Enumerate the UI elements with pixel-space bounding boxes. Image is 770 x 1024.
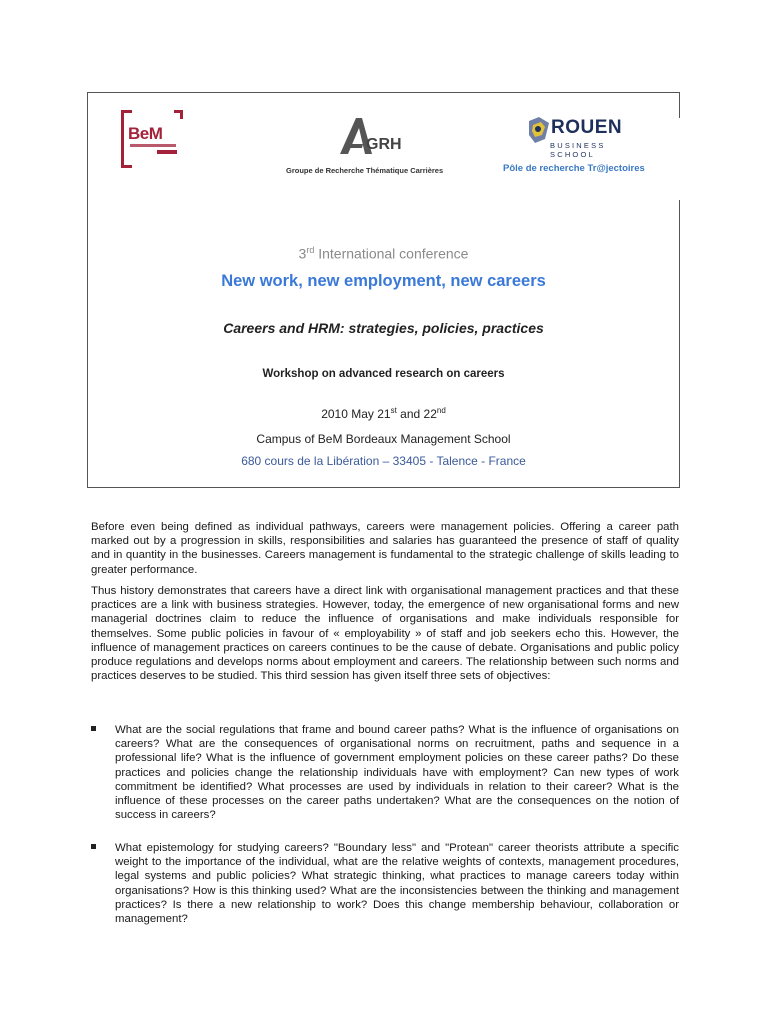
bem-logo-tagline	[130, 144, 176, 147]
conference-venue: Campus of BeM Bordeaux Management School	[256, 432, 511, 446]
workshop-title: Workshop on advanced research on careers	[262, 368, 505, 380]
square-bullet-icon	[91, 844, 96, 849]
conference-address: 680 cours de la Libération – 33405 - Talence - France	[241, 454, 526, 468]
rouen-caption: Pôle de recherche Tr@jectoires	[503, 163, 645, 174]
rouen-logo-subtitle: BUSINESS SCHOOL	[550, 141, 606, 159]
context-paragraph: Thus history demonstrates that careers have a direct link with organisational management practices and that these practices are a link with business strategies. However, today, the emergence of new organisational forms and new managerial doctrines claim to reduce the influence of organisations and make individuals responsible for themselves. Some public policies in favour of « employability » of staff and job seekers echo this. However, the influence of management practices on careers continues to be the cause of debate. Organisations and public policy produce regulations and develops norms about employment and careers. The relationship between such norms and practices deserves to be studied. This third session has given itself three sets of objectives:	[91, 585, 679, 683]
agrh-logo-word: GRH	[366, 136, 402, 153]
conference-subtitle: Careers and HRM: strategies, policies, practices	[223, 320, 544, 336]
rouen-logo	[527, 117, 635, 159]
rouen-logo-word: ROUEN	[551, 117, 623, 138]
bem-logo-bracket-right	[174, 110, 183, 119]
date-part-2: and 22	[396, 407, 437, 421]
edition-number: 3	[298, 245, 307, 262]
date-part-1: 2010 May 21	[321, 407, 391, 421]
intro-paragraph: Before even being defined as individual pathways, careers were management policies. Offering a career path marked out by a progression in skills, responsibilities and salaries has guaranteed the presence of staff of quality and in quantity in the businesses. Careers management is fundamental to the strategic challenge of skills leading to greater performance.	[91, 521, 679, 576]
agrh-caption: Groupe de Recherche Thématique Carrières	[286, 166, 444, 175]
date-suffix-2: nd	[436, 406, 446, 415]
objective-text: What are the social regulations that frame and bound career paths? What is the influence of organisations on careers? What are the consequences of organisational norms on recruitment, paths and sequence in a professional life? What is the influence of government employment policies on these career paths? Do these practices and policies change the relationship individuals have with employment? Can new types of work commitment be identified? What processes are used by individuals in relation to their career? What is the influence of these processes on the career paths undertaken? What are the consequences on the notion of success in careers?	[115, 724, 679, 822]
rouen-logo-emblem	[527, 117, 551, 143]
edition-suffix: rd	[306, 245, 315, 255]
agrh-logo	[338, 116, 408, 160]
objective-text: What epistemology for studying careers? "Boundary less" and "Protean" career theorists attribute a specific weight to the importance of the individual, what are the relative weights of contexts, management procedures, legal systems and public policies? What strategic thinking, what practices to manage careers today within organisations? How is this thinking used? What are the inconsistencies between the thinking and management practices? Is there a new relationship to work? Does this change membership behaviour, collaboration or management?	[115, 842, 679, 926]
square-bullet-icon	[91, 726, 96, 731]
conference-title: New work, new employment, new careers	[221, 272, 546, 290]
header-border-gap	[676, 118, 686, 200]
bem-logo	[121, 110, 183, 166]
conference-edition	[87, 245, 680, 262]
edition-label: International conference	[314, 245, 469, 262]
bem-logo-tagline-mark	[157, 150, 177, 154]
date-suffix-1: st	[390, 406, 397, 415]
bem-logo-word: BeM	[128, 124, 163, 143]
conference-date	[87, 406, 680, 421]
